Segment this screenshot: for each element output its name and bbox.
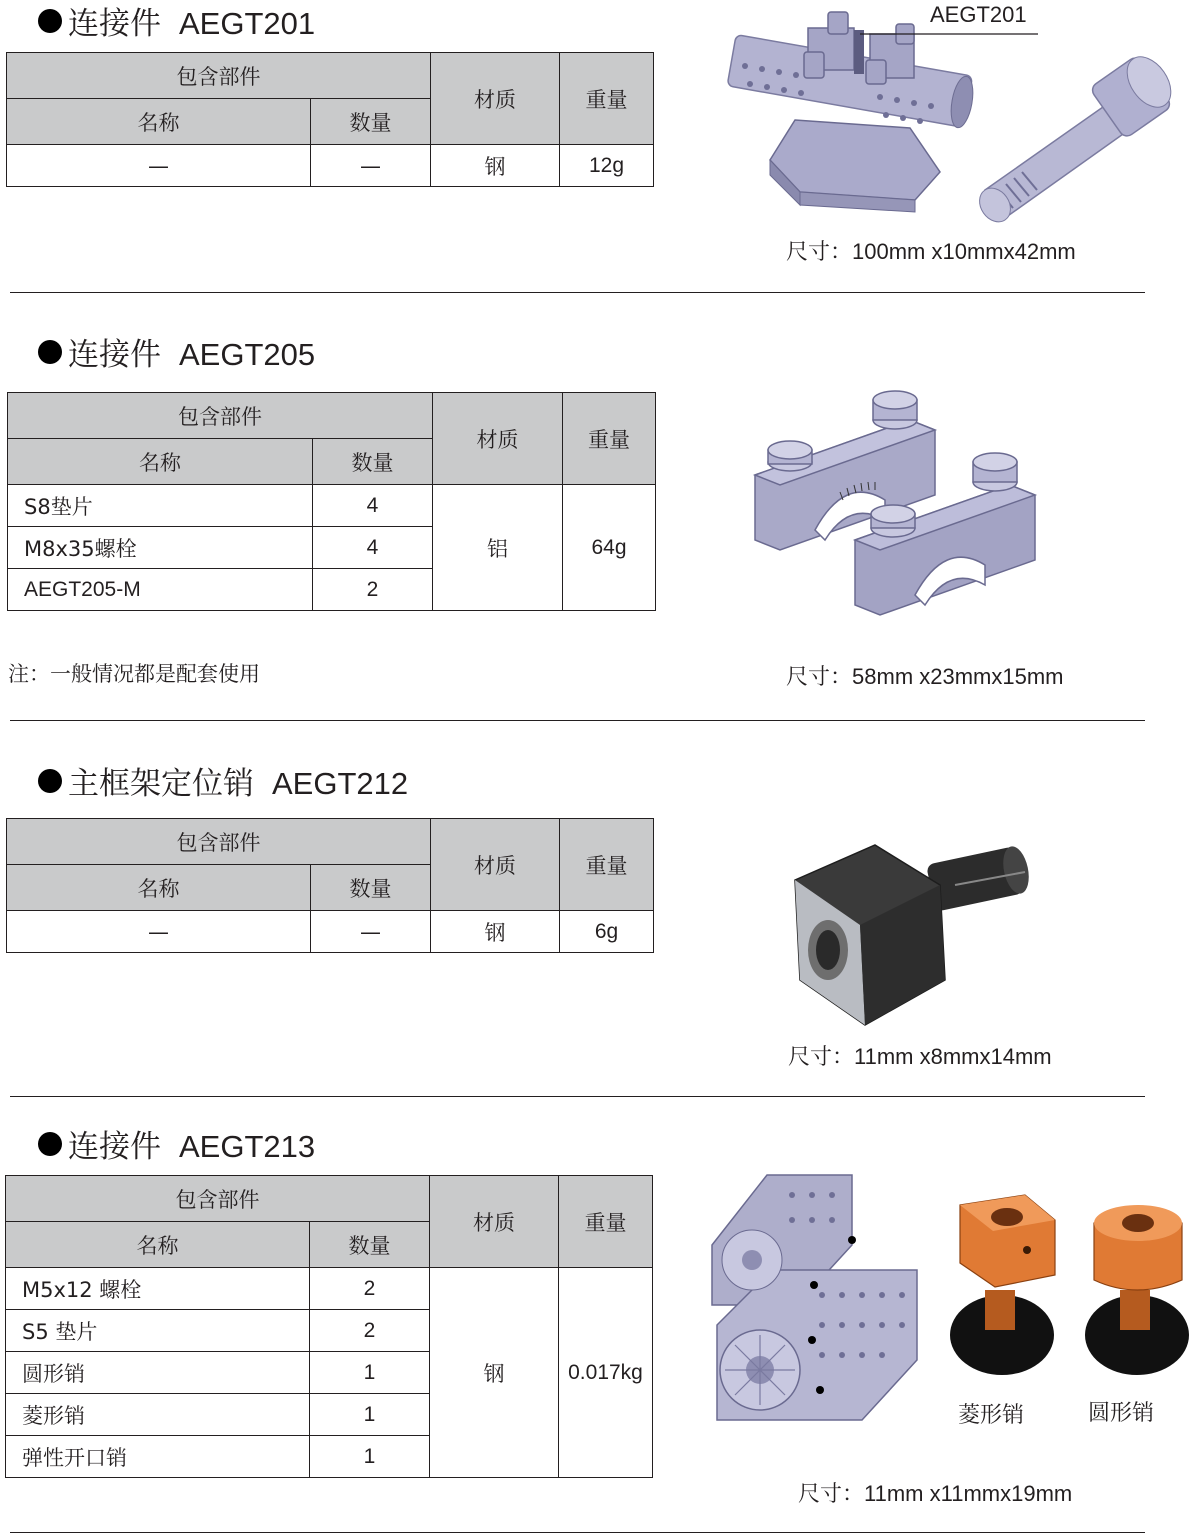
part-quantity: —	[311, 145, 431, 187]
material-value: 钢	[430, 1268, 559, 1478]
aegt205-clamp-image	[745, 380, 1045, 635]
part-name: S8垫片	[8, 485, 313, 527]
material-value: 钢	[431, 145, 560, 187]
part-name: —	[7, 911, 311, 953]
weight-value: 0.017kg	[559, 1268, 653, 1478]
spec-table-aegt205	[7, 392, 656, 611]
part-quantity: 2	[310, 1310, 430, 1352]
spec-table-aegt201	[6, 52, 654, 187]
weight-value: 64g	[563, 485, 656, 611]
table-row	[6, 1268, 653, 1310]
dimensions-aegt212: 尺寸：11mm x8mmx14mm	[788, 1044, 1052, 1070]
aegt201-product-image	[700, 0, 1180, 230]
section-divider	[10, 292, 1145, 293]
weight-value: 12g	[560, 145, 654, 187]
header-quantity: 数量	[310, 1222, 430, 1268]
locating-pin-image	[780, 830, 1050, 1040]
table-row	[8, 485, 656, 527]
header-included-parts: 包含部件	[7, 819, 431, 865]
bullet-icon	[38, 769, 62, 793]
part-quantity: 1	[310, 1436, 430, 1478]
table-row	[7, 145, 654, 187]
tube-assembly-image	[712, 1175, 922, 1435]
header-weight: 重量	[560, 53, 654, 145]
part-name: —	[7, 145, 311, 187]
header-material: 材质	[433, 393, 563, 485]
part-quantity: —	[311, 911, 431, 953]
dimensions-aegt201: 尺寸：100mm x10mmx42mm	[786, 239, 1076, 265]
header-included-parts: 包含部件	[6, 1176, 430, 1222]
header-weight: 重量	[559, 1176, 653, 1268]
table-row	[7, 911, 654, 953]
part-quantity: 4	[313, 527, 433, 569]
section-divider	[10, 720, 1145, 721]
diamond-pin-image	[945, 1195, 1060, 1380]
dimensions-aegt213: 尺寸：11mm x11mmx19mm	[798, 1481, 1073, 1507]
header-material: 材质	[430, 1176, 559, 1268]
section-divider	[10, 1096, 1145, 1097]
section-title-aegt212: 主框架定位销 AEGT212	[38, 766, 408, 802]
bolt-icon	[973, 49, 1180, 228]
part-name: M5x12 螺栓	[6, 1268, 310, 1310]
header-material: 材质	[431, 53, 560, 145]
header-weight: 重量	[563, 393, 656, 485]
header-weight: 重量	[560, 819, 654, 911]
part-name: 圆形销	[6, 1352, 310, 1394]
part-name: S5 垫片	[6, 1310, 310, 1352]
header-name: 名称	[6, 1222, 310, 1268]
usage-note: 注：一般情况都是配套使用	[8, 662, 260, 686]
product-callout-label: AEGT201	[930, 2, 1027, 27]
diamond-pin-caption: 菱形销	[958, 1403, 1025, 1428]
part-quantity: 1	[310, 1394, 430, 1436]
part-name: M8x35螺栓	[8, 527, 313, 569]
header-material: 材质	[431, 819, 560, 911]
section-title-aegt205: 连接件 AEGT205	[38, 337, 315, 373]
header-quantity: 数量	[311, 865, 431, 911]
material-value: 铝	[433, 485, 563, 611]
part-quantity: 2	[310, 1268, 430, 1310]
header-quantity: 数量	[313, 439, 433, 485]
section-title-aegt213: 连接件 AEGT213	[38, 1129, 315, 1165]
spec-table-aegt213	[5, 1175, 653, 1478]
round-pin-caption: 圆形销	[1088, 1401, 1155, 1426]
part-name: 菱形销	[6, 1394, 310, 1436]
material-value: 钢	[431, 911, 560, 953]
bullet-icon	[38, 340, 62, 364]
header-quantity: 数量	[311, 99, 431, 145]
round-pin-image	[1082, 1195, 1197, 1380]
section-title-aegt201: 连接件 AEGT201	[38, 6, 315, 42]
header-name: 名称	[8, 439, 313, 485]
bullet-icon	[38, 9, 62, 33]
header-included-parts: 包含部件	[7, 53, 431, 99]
header-name: 名称	[7, 99, 311, 145]
bullet-icon	[38, 1132, 62, 1156]
dimensions-aegt205: 尺寸：58mm x23mmx15mm	[786, 664, 1064, 690]
header-included-parts: 包含部件	[8, 393, 433, 439]
part-quantity: 1	[310, 1352, 430, 1394]
part-name: AEGT205-M	[8, 569, 313, 611]
section-divider	[10, 1532, 1145, 1533]
weight-value: 6g	[560, 911, 654, 953]
header-name: 名称	[7, 865, 311, 911]
part-quantity: 2	[313, 569, 433, 611]
part-name: 弹性开口销	[6, 1436, 310, 1478]
spec-table-aegt212	[6, 818, 654, 953]
part-quantity: 4	[313, 485, 433, 527]
